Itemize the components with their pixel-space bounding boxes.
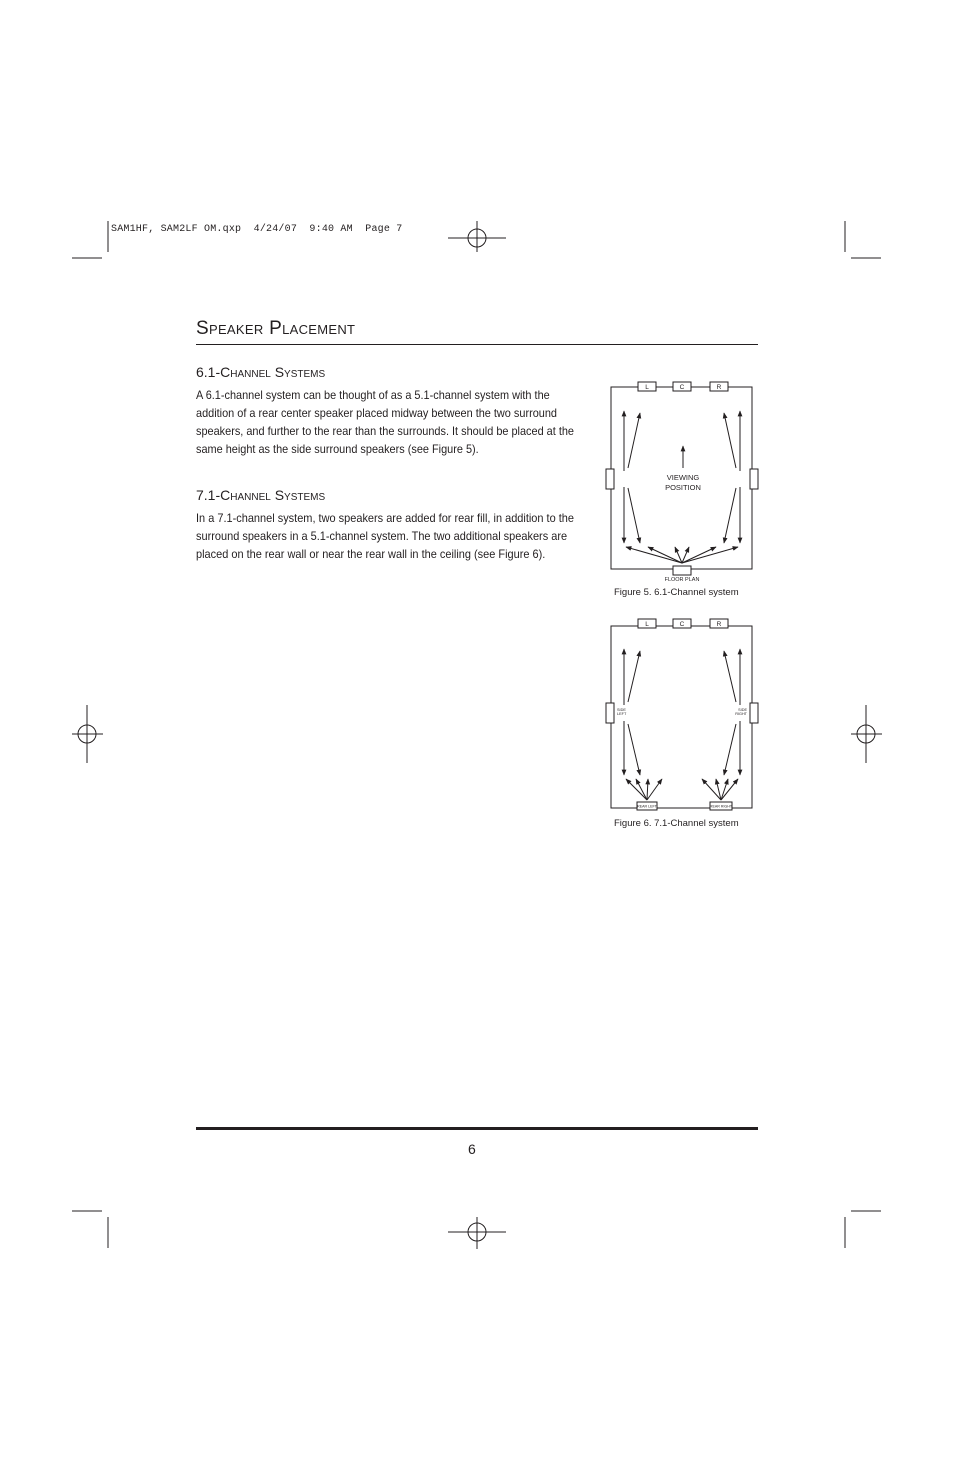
speaker-rear-center [673,566,691,575]
text-line: placed on the rear wall or near the rear wall in the ceiling (see Figure 6). [196,548,546,561]
text-line: speakers, and further to the rear than the surrounds. It should be placed at the [196,425,574,438]
speaker-side-left [606,469,614,489]
footer-rule [196,1127,758,1130]
text-line: In a 7.1-channel system, two speakers are added for rear fill, in addition to the [196,512,574,525]
text-line: surround speakers in a 5.1-channel system. The two additional speakers are [196,530,568,543]
floor-plan-label: FLOOR PLAN [664,577,700,583]
rear-right-label: REAR RIGHT [709,804,733,809]
position-label: POSITION [665,483,701,492]
text-line: same height as the side surround speakers (see Figure 5). [196,443,479,456]
figure-7-1-diagram [600,613,765,818]
label-l: L [645,621,649,628]
figure-5-caption: Figure 5. 6.1-Channel system [614,587,739,598]
viewing-label: VIEWING [666,473,700,482]
side-left-label: LEFT [617,712,627,716]
label-c: C [679,621,685,628]
speaker-side-right [750,703,758,723]
figure-6-1-diagram [600,375,765,585]
label-l: L [645,384,649,391]
side-right-label: SIDE [738,708,747,712]
section-heading-7-1: 7.1-Channel Systems [196,487,326,503]
side-right-label: RIGHT [735,712,747,716]
label-r: R [716,621,722,628]
file-slug: SAM1HF, SAM2LF OM.qxp 4/24/07 9:40 AM Page 7 [111,224,403,235]
section-text-6-1 [196,387,574,459]
section-heading-6-1: 6.1-Channel Systems [196,364,326,380]
text-line: addition of a rear center speaker placed midway between the two surround [196,407,557,420]
speaker-side-left [606,703,614,723]
speaker-side-right [750,469,758,489]
title-rule [196,344,758,345]
page-title: Speaker Placement [196,318,356,339]
rear-left-label: REAR LEFT [637,804,657,809]
page-number: 6 [468,1141,476,1157]
label-c: C [679,384,685,391]
section-text-7-1 [196,510,574,564]
label-r: R [716,384,722,391]
side-left-label: SIDE [617,708,626,712]
text-line: A 6.1-channel system can be thought of as a 5.1-channel system with the [196,389,550,402]
figure-6-caption: Figure 6. 7.1-Channel system [614,818,739,829]
